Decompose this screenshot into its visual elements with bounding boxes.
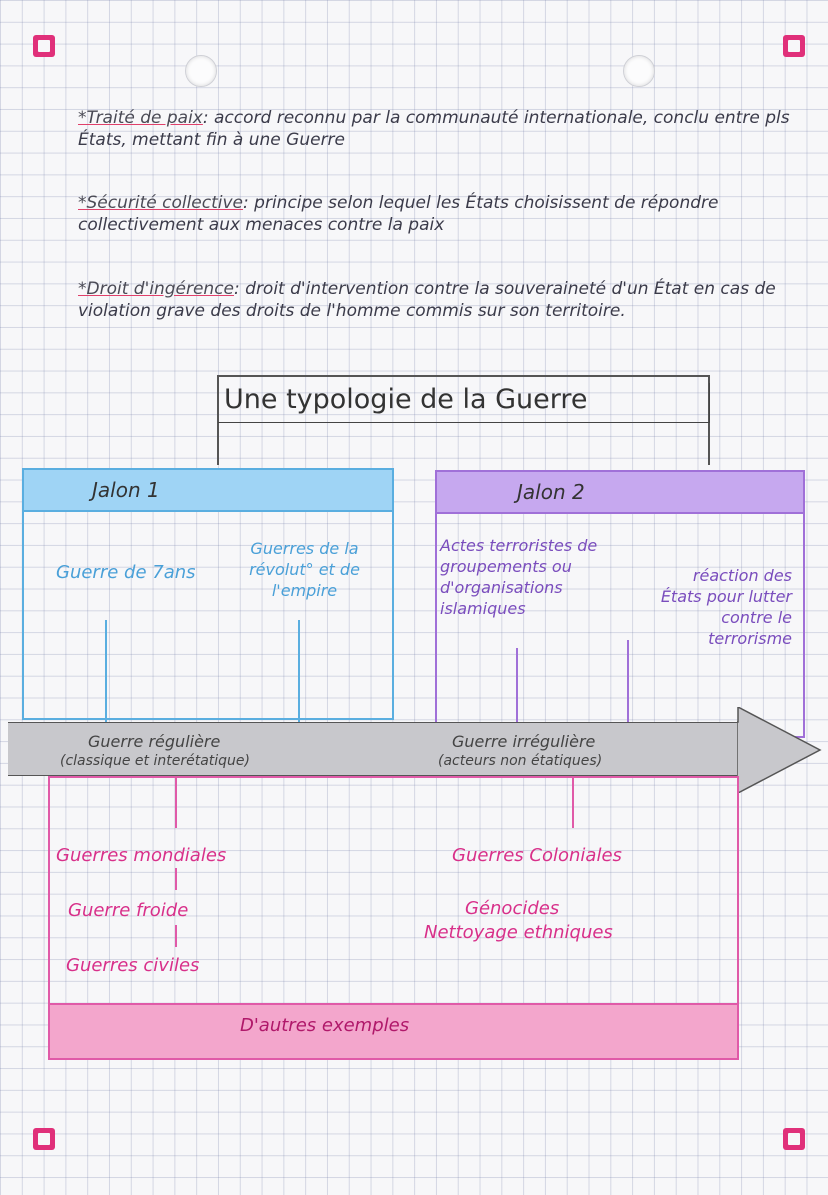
axis-right-label: Guerre irrégulière [452,732,596,751]
example-right-item: Génocides [465,898,560,919]
examples-footer-label: D'autres exemples [240,1015,410,1036]
definition-text: : droit d'intervention contre la souveraineté d'un État en cas de violation grave des droits de l'homme commis sur son territoire. [78,279,776,321]
jalon1-right-note: Guerres de la révolut° et de l'empire [249,539,360,600]
example-left-item: Guerres civiles [66,955,200,976]
definition-traite [78,107,818,151]
example-right-item: Nettoyage ethniques [424,922,613,943]
jalon1-label: Jalon 1 [92,478,160,502]
jalon2-label: Jalon 2 [517,480,585,504]
jalon2-connector [627,640,629,722]
examples-connector [175,925,177,947]
corner-mark-icon [783,35,805,57]
jalon1-left-note: Guerre de 7ans [56,562,196,583]
corner-mark-icon [33,35,55,57]
jalon2-connector [516,648,518,722]
examples-connector [175,778,177,828]
example-left-item: Guerre froide [68,900,189,921]
jalon2-left-note: Actes terroristes de groupements ou d'organisations islamiques [440,536,598,618]
example-left-item: Guerres mondiales [56,845,227,866]
definition-term: *Droit d'ingérence [78,279,235,299]
jalon1-connector [298,620,300,722]
jalon1-header [24,470,392,512]
corner-mark-icon [783,1128,805,1150]
definition-text: : principe selon lequel les États choisissent de répondre collectivement aux menaces contre la paix [78,193,719,235]
punch-hole-icon [185,55,217,87]
punch-hole-icon [623,55,655,87]
axis-right-sub: (acteurs non étatiques) [438,753,603,769]
jalon2-right-note: réaction des États pour lutter contre le terrorisme [660,566,792,648]
jalon1-connector [105,620,107,722]
axis-arrow-icon [737,707,825,793]
definition-text: : accord reconnu par la communauté internationale, conclu entre pls États, mettant fin à une Guerre [78,108,790,150]
definition-term: *Traité de paix [78,108,203,128]
jalon2-header [437,472,803,514]
definition-securite [78,192,818,236]
example-right-item: Guerres Coloniales [452,845,622,866]
axis-left-sub: (classique et interétatique) [60,753,250,769]
definition-droit [78,278,818,322]
definition-term: *Sécurité collective [78,193,244,213]
examples-connector [572,778,574,828]
page-title: Une typologie de la Guerre [218,383,710,423]
axis-left-label: Guerre régulière [88,732,221,751]
corner-mark-icon [33,1128,55,1150]
examples-connector [175,868,177,890]
